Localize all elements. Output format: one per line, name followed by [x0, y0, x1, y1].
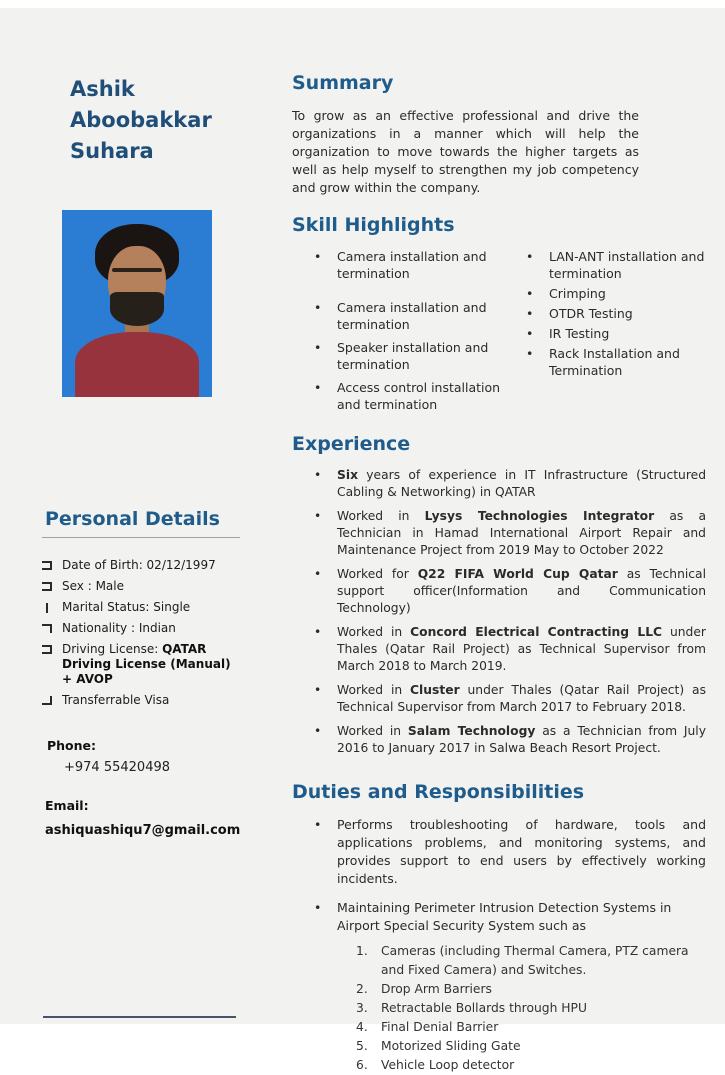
- name-line-2: Aboobakkar: [70, 108, 212, 132]
- bullet-icon: [314, 299, 327, 333]
- bullet-icon: [314, 339, 327, 373]
- personal-details-underline: [42, 537, 240, 538]
- list-item: • Six years of experience in IT Infrastructure (Structured Cabling & Networking) in QATAR: [314, 467, 706, 501]
- skill-highlights-title: Skill Highlights: [292, 214, 455, 236]
- list-item: • Performs troubleshooting of hardware, tools and applications problems, and monitoring systems, and provides support to end users by effectively working incidents.: [314, 816, 706, 888]
- skills-left-column: [292, 248, 520, 419]
- bullet-icon: [526, 305, 539, 322]
- visa-status: Transferrable Visa: [62, 693, 170, 707]
- list-item: • Access control installation and termination: [314, 379, 520, 413]
- corner-bullet-icon: [42, 624, 52, 633]
- list-item: • IR Testing: [526, 325, 706, 342]
- bullet-icon: [526, 345, 539, 379]
- phone-label: Phone:: [47, 738, 97, 753]
- list-item: 1. Cameras (including Thermal Camera, PTZ camera and Fixed Camera) and Switches.: [356, 944, 689, 977]
- list-item: [42, 600, 240, 615]
- list-item: • Speaker installation and termination: [314, 339, 520, 373]
- experience-title: Experience: [292, 433, 411, 455]
- corner-bullet-icon: [42, 696, 52, 705]
- skill-highlights-lists: [292, 248, 706, 419]
- list-item: [42, 642, 240, 687]
- driving-license-value: QATAR Driving License (Manual) + AVOP: [62, 642, 231, 686]
- list-item: 3. Retractable Bollards through HPU: [356, 1001, 587, 1015]
- list-item: • OTDR Testing: [526, 305, 706, 322]
- checkbox-icon: [42, 645, 52, 654]
- list-item: • Worked in Concord Electrical Contracting LLC under Thales (Qatar Rail Project) as Technical Supervisor from March 2018 to March 2019.: [314, 624, 706, 675]
- bullet-icon: [314, 467, 327, 501]
- marital-status: Marital Status: Single: [62, 600, 191, 614]
- sex: Sex : Male: [62, 579, 124, 593]
- list-item: • LAN-ANT installation and termination: [526, 248, 706, 282]
- list-item: 5. Motorized Sliding Gate: [356, 1039, 521, 1053]
- duties-list: [292, 816, 706, 935]
- list-item: • Maintaining Perimeter Intrusion Detection Systems in Airport Special Security System such as: [314, 899, 706, 935]
- name-line-3: Suhara: [70, 139, 154, 163]
- list-item: • Worked for Q22 FIFA World Cup Qatar as Technical support officer(Information and Communication Technology): [314, 566, 706, 617]
- list-item: [42, 558, 240, 573]
- personal-details-list: [42, 558, 240, 708]
- nationality: Nationality : Indian: [62, 621, 176, 635]
- bullet-icon: [526, 285, 539, 302]
- driving-license: [62, 642, 240, 687]
- list-item: • Camera installation and termination: [314, 248, 520, 282]
- duties-title: Duties and Responsibilities: [292, 781, 585, 803]
- bullet-icon: [314, 682, 327, 716]
- resume-main-column: [292, 72, 706, 1075]
- personal-details-section: [42, 508, 240, 714]
- name-line-1: Ashik: [70, 77, 135, 101]
- list-item: [42, 621, 240, 636]
- bullet-icon: [314, 899, 327, 935]
- list-item: 2. Drop Arm Barriers: [356, 982, 492, 996]
- bullet-icon: [314, 816, 327, 888]
- personal-details-title: Personal Details: [45, 508, 220, 530]
- email-label: Email:: [45, 798, 89, 813]
- driving-license-label: Driving License:: [62, 642, 163, 656]
- photo-shirt-shape: [75, 332, 199, 397]
- bullet-icon: [314, 566, 327, 617]
- summary-title: Summary: [292, 72, 394, 94]
- checkbox-icon: [42, 561, 52, 570]
- list-item: • Crimping: [526, 285, 706, 302]
- bar-bullet-icon: [46, 603, 48, 613]
- list-item: • Worked in Salam Technology as a Technician from July 2016 to January 2017 in Salwa Beach Resort Project.: [314, 723, 706, 757]
- checkbox-icon: [42, 582, 52, 591]
- list-item: 4. Final Denial Barrier: [356, 1020, 499, 1034]
- list-item: [42, 693, 240, 708]
- list-item: • Worked in Cluster under Thales (Qatar Rail Project) as Technical Supervisor from March 2017 to February 2018.: [314, 682, 706, 716]
- photo-brow-shape: [112, 268, 162, 272]
- list-item: 6. Vehicle Loop detector: [356, 1058, 515, 1072]
- bullet-icon: [314, 508, 327, 559]
- list-item: • Rack Installation and Termination: [526, 345, 706, 379]
- summary-text: To grow as an effective professional and drive the organizations in a manner which will help the organization to move towards the higher targets as well as help myself to strengthen my job competency and grow within the company.: [292, 108, 639, 195]
- email-block: [45, 798, 240, 838]
- bullet-icon: [314, 379, 327, 413]
- experience-list: [292, 467, 706, 757]
- bullet-icon: [314, 723, 327, 757]
- photo-beard-shape: [110, 292, 164, 326]
- bullet-icon: [314, 248, 327, 282]
- date-of-birth: Date of Birth: 02/12/1997: [62, 558, 216, 572]
- list-item: [42, 579, 240, 594]
- bullet-icon: [314, 624, 327, 675]
- list-item: • Worked in Lysys Technologies Integrator as a Technician in Hamad International Airport Repair and Maintenance Project from 2019 May to October 2022: [314, 508, 706, 559]
- skills-right-column: [526, 248, 706, 419]
- bottom-divider-line: [43, 1016, 236, 1018]
- phone-number: +974 55420498: [64, 760, 171, 775]
- list-item: • Camera installation and termination: [314, 299, 520, 333]
- bullet-icon: [526, 248, 539, 282]
- bullet-icon: [526, 325, 539, 342]
- email-address: ashiquashiqu7@gmail.com: [45, 823, 241, 838]
- phone-block: [47, 738, 170, 775]
- candidate-name: [70, 74, 260, 167]
- portrait-photo: [62, 210, 212, 397]
- security-systems-numbered-list: [356, 942, 706, 1075]
